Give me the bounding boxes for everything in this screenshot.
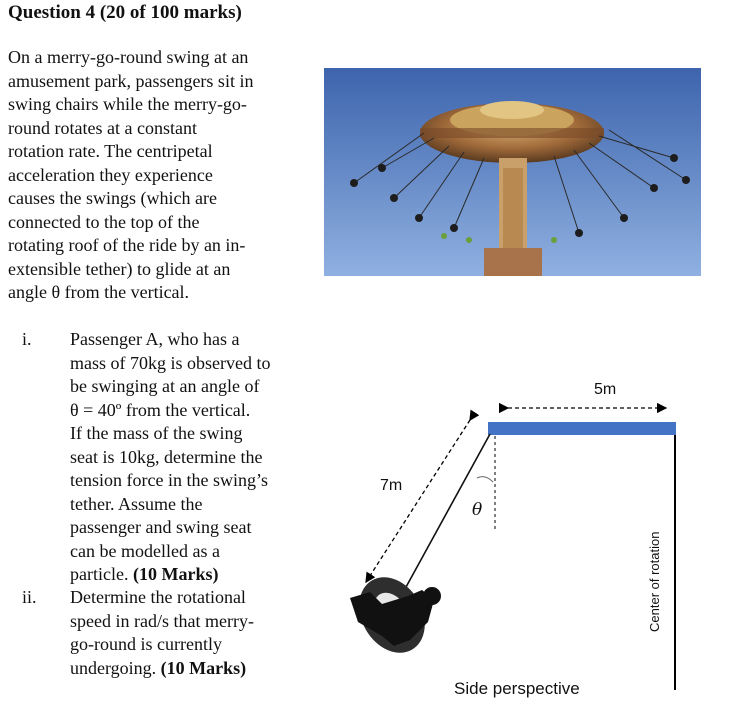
- marks-label: (10 Marks): [160, 657, 247, 678]
- intro-line: connected to the top of the: [8, 211, 200, 232]
- angle-arc: [477, 477, 493, 482]
- intro-line: swing chairs while the merry-go-: [8, 94, 247, 114]
- question-line: θ = 40º from the vertical.: [70, 399, 251, 420]
- question-line: can be modelled as a: [70, 540, 220, 561]
- roof-bar: [488, 422, 676, 435]
- question-line: If the mass of the swing: [70, 423, 243, 443]
- question-number: i.: [22, 329, 32, 349]
- swing-carousel-illustration: [324, 68, 701, 276]
- intro-line: On a merry-go-round swing at an: [8, 47, 249, 67]
- intro-paragraph: [8, 46, 313, 305]
- intro-line: causes the swings (which are: [8, 188, 217, 208]
- swing-carousel-photo: [324, 68, 701, 276]
- tether-label: 7m: [380, 477, 403, 494]
- radius-label: 5m: [594, 381, 617, 398]
- side-perspective-diagram: [330, 360, 730, 705]
- intro-line: acceleration they experience: [8, 164, 213, 185]
- angle-label: θ: [472, 500, 483, 520]
- question-line: Determine the rotational: [70, 587, 246, 607]
- question-line: be swinging at an angle of: [70, 376, 260, 396]
- question-line: go-round is currently: [70, 634, 222, 654]
- question-line: seat is 10kg, determine the: [70, 446, 263, 467]
- intro-line: rotating roof of the ride by an in-: [8, 235, 246, 255]
- question-last-line: [70, 657, 315, 681]
- intro-line: amusement park, passengers sit in: [8, 70, 254, 91]
- intro-line: extensible tether) to glide at an: [8, 258, 231, 279]
- question-line: speed in rad/s that merry-: [70, 610, 254, 631]
- question-text: particle.: [70, 564, 129, 584]
- tether-dimension: [366, 420, 470, 582]
- question-line: tether. Assume the: [70, 493, 203, 514]
- question-line: tension force in the swing’s: [70, 470, 268, 490]
- question-line: mass of 70kg is observed to: [70, 352, 271, 373]
- marks-label: (10 Marks): [132, 564, 219, 584]
- intro-line: angle θ from the vertical.: [8, 282, 190, 302]
- intro-line: rotation rate. The centripetal: [8, 141, 213, 161]
- question-line: passenger and swing seat: [70, 517, 252, 537]
- intro-line: round rotates at a constant: [8, 117, 197, 138]
- question-line: Passenger A, who has a: [70, 329, 240, 349]
- question-number: ii.: [22, 587, 37, 607]
- question-last-line: [70, 563, 315, 587]
- question-title: Question 4 (20 of 100 marks): [8, 2, 242, 23]
- question-text: undergoing.: [70, 657, 157, 678]
- axis-label: Center of rotation: [647, 531, 662, 632]
- diagram-caption: Side perspective: [454, 679, 580, 698]
